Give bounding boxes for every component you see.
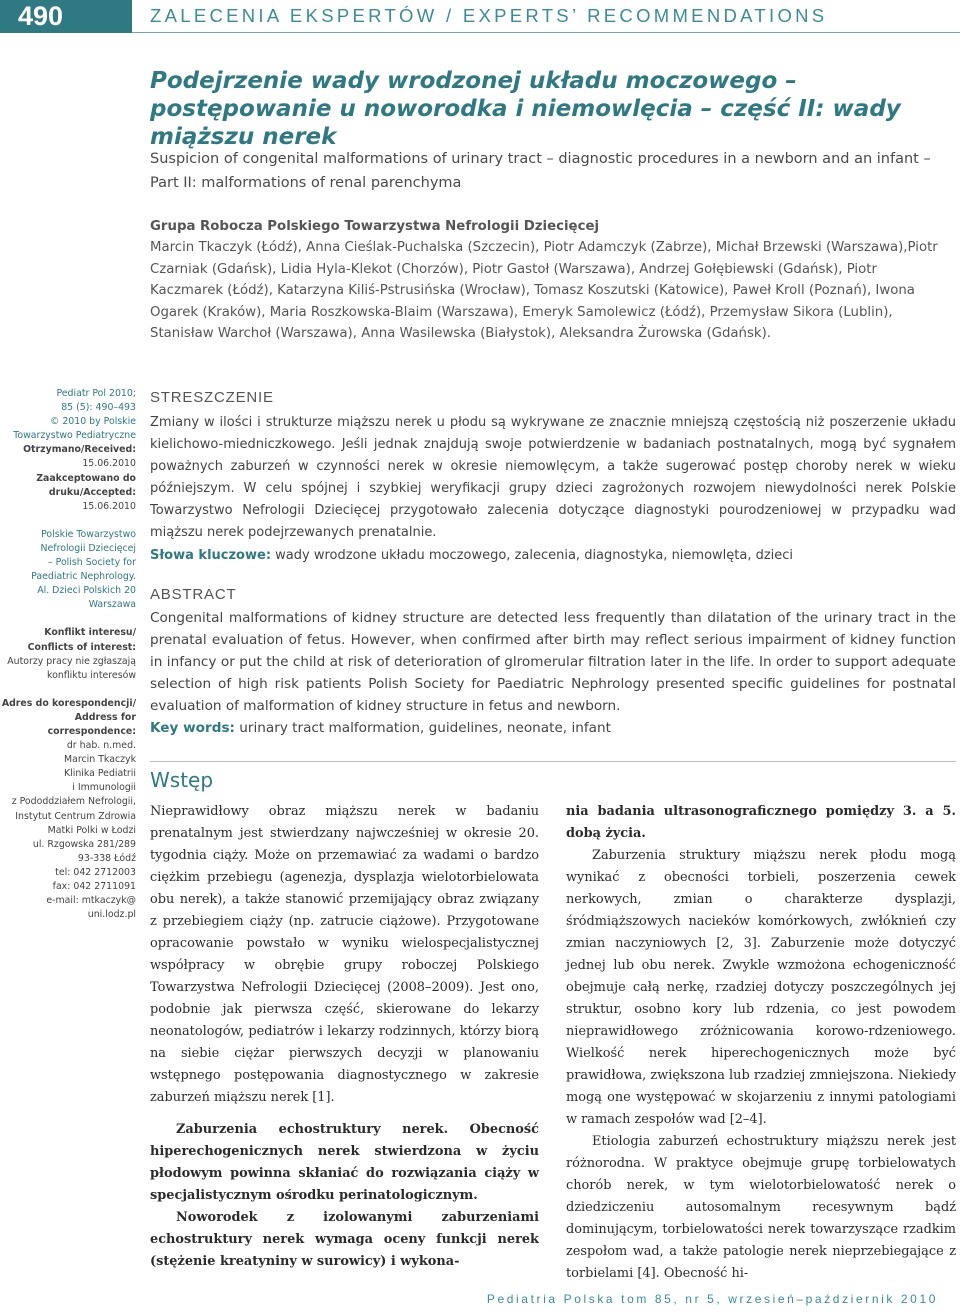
address-line: Matki Polki w Łodzi [47, 824, 136, 836]
journal-footer: Pediatria Polska tom 85, nr 5, wrzesień–październik 2010 [486, 1292, 938, 1306]
address-label-en: Address for [74, 711, 136, 723]
accepted-date: 15.06.2010 [82, 500, 136, 512]
address-line: z Pododdziałem Nefrologii, [11, 796, 136, 808]
abstract-pl [150, 412, 956, 567]
conflict-text-2: konfliktu interesów [46, 669, 136, 681]
address-line: Instytut Centrum Zdrowia [15, 810, 136, 822]
intro-paragraph-1: Nieprawidłowy obraz miąższu nerek w badaniu prenatalnym jest stwierdzany najwcześniej w okresie 20. tygodnia ciąży. Może on przemawiać za wadami o bardzo ciężkim przebiegu (agenezja, dysplazja wielotorbielowata obu nerek), a także stanowić przemijający obraz związany z przebiegiem ciąży (np. zatrucie ciążowe). Przygotowane opracowanie powstało w wyniku wielospecjalistycznej współpracy w obrębie grupy roboczej Polskiego Towarzystwa Nefrologii Dziecięcej (2008–2009). Jest ono, podobnie jak pierwsza część, skierowane do lekarzy neonatologów, pediatrów i lekarzy rodzinnych, którzy biorą na siebie ciężar pierwszych decyzji w planowaniu wstępnego postępowania diagnostycznego w zakresie zaburzeń miąższu nerek [1]. [150, 804, 539, 1105]
header-rule [132, 32, 960, 33]
conflict-label-en: Conflicts of interest: [27, 641, 136, 653]
intro-paragraph-3: Noworodek z izolowanymi zaburzeniami echostruktury nerek wymaga oceny funkcji nerek (stężenie kreatyniny w surowicy) i wykona- [150, 1210, 539, 1269]
abstract-en-text: Congenital malformations of kidney structure are detected less frequently than dilatation of the urinary tract in the prenatal evaluation of fetus. However, when confirmed after birth may reflect serious impairment of kidney function in infancy or put the child at risk of deterioration of glromerular filtration later in the life. In order to support adequate selection of high risk patients Polish Society for Paediatric Nephrology presented specific guidelines for postnatal evaluation of malformation of kidney structure in fetus and newborn. [150, 610, 956, 714]
section-divider [150, 761, 956, 762]
body-column-right [566, 801, 956, 1285]
copyright: © 2010 by Polskie [49, 416, 136, 428]
keywords-en: urinary tract malformation, guidelines, neonate, infant [239, 720, 611, 736]
authors-list: Marcin Tkaczyk (Łódź), Anna Cieślak-Puchalska (Szczecin), Piotr Adamczyk (Zabrze), Michał Brzewski (Warszawa),Piotr Czarniak (Gdańsk), Lidia Hyla-Klekot (Chorzów), Piotr Gastoł (Warszawa), Andrzej Gołębiewski (Gdańsk), Piotr Kaczmarek (Łódź), Katarzyna Kiliś-Pstrusińska (Wrocław), Tomasz Koszutski (Katowice), Paweł Kroll (Poznań), Iwona Ogarek (Kraków), Maria Roszkowska-Blaim (Warszawa), Emeryk Samolewicz (Łódź), Przemysław Sikora (Lublin), Stanisław Warchoł (Warszawa), Anna Wasilewska (Białystok), Aleksandra Żurowska (Gdańsk). [150, 240, 938, 341]
keywords-en-label: Key words: [150, 720, 235, 736]
address-line: uni.lodz.pl [87, 909, 136, 921]
working-group: Grupa Robocza Polskiego Towarzystwa Nefrologii Dziecięcej [150, 219, 600, 234]
address-line: 93-338 Łódź [77, 852, 136, 864]
society-3: – Polish Society for [47, 557, 136, 569]
address-line: tel: 042 2712003 [55, 866, 136, 878]
abstract-en-heading: ABSTRACT [150, 586, 237, 603]
article-sidebar [0, 387, 136, 922]
copyright-owner: Towarzystwo Pediatryczne [13, 430, 136, 442]
abstract-en [150, 607, 956, 739]
address-line: i Immunologii [72, 782, 136, 794]
citation: Pediatr Pol 2010; [56, 388, 136, 399]
intro-paragraph-4: nia badania ultrasonograficznego pomiędzy 3. a 5. dobą życia. [566, 804, 956, 841]
address-line: Marcin Tkaczyk [64, 754, 136, 766]
conflict-label: Konflikt interesu/ [44, 627, 136, 639]
intro-paragraph-2: Zaburzenia echostruktury nerek. Obecność hiperechogenicznych nerek stwierdzona w życiu płodowym powinna skłaniać do rozwiązania ciąży w specjalistycznym ośrodku perinatologicznym. [150, 1122, 539, 1203]
article-title-en: Suspicion of congenital malformations of urinary tract – diagnostic procedures in a newborn and an infant – Part II: malformations of renal parenchyma [150, 151, 931, 191]
body-column-left [150, 801, 539, 1273]
address-line: ul. Rzgowska 281/289 [32, 838, 136, 850]
accepted-label-2: druku/Accepted: [48, 486, 136, 498]
address-line: e-mail: mtkaczyk@ [46, 895, 136, 907]
abstract-pl-heading: STRESZCZENIE [150, 389, 274, 406]
society-2: Nefrologii Dziecięcej [40, 542, 136, 554]
address-line: fax: 042 2711091 [52, 881, 136, 892]
address-line: dr hab. n.med. [66, 740, 136, 752]
received-date: 15.06.2010 [82, 458, 136, 470]
accepted-label: Zaakceptowano do [36, 472, 136, 484]
society-6: Warszawa [88, 599, 136, 611]
address-line: Klinika Pediatrii [63, 768, 136, 780]
intro-paragraph-5: Zaburzenia struktury miąższu nerek płodu mogą wynikać z obecności torbieli, poszerzenia cewek nerkowych, zmian o charakterze dysplazji, śródmiąższowych nacieków komórkowych, zwłóknień czy zmian naczyniowych [2, 3]. Zaburzenie może dotyczyć jednej lub obu nerek. Zwykle wzmożona echogeniczność obejmuje całą nerkę, rzadziej dotyczy poszczególnych jej struktur, osobno kory lub rdzenia, co jest powodem nieprawidłowego zróżnicowania korowo-rdzeniowego. Wielkość nerek hiperechogenicznych może być prawidłowa, zwiększona lub rzadziej zmniejszona. Niekiedy mogą one występować w skojarzeniu z innymi patologiami w ramach zespołów wad [2–4]. [566, 848, 956, 1127]
conflict-text: Autorzy pracy nie zgłaszają [7, 655, 136, 667]
address-label-en-2: correspondence: [47, 725, 136, 737]
page-number: 490 [0, 0, 132, 33]
keywords-pl-label: Słowa kluczowe: [150, 547, 272, 563]
keywords-pl: wady wrodzone układu moczowego, zalecenia, diagnostyka, niemowlęta, dzieci [275, 547, 794, 563]
section-title: ZALECENIA EKSPERTÓW / EXPERTS’ RECOMMENDATIONS [150, 5, 828, 26]
intro-heading: Wstęp [150, 768, 214, 792]
received-label: Otrzymano/Received: [23, 444, 136, 456]
address-label: Adres do korespondencji/ [1, 697, 136, 709]
society-5: Al. Dzieci Polskich 20 [37, 585, 136, 597]
abstract-pl-text: Zmiany w ilości i strukturze miąższu nerek u płodu są wykrywane ze znacznie mniejszą częstością niż poszerzenie układu kielichowo-miedniczkowego. Jeśli jednak znajdują swoje potwierdzenie w badaniach postnatalnych, mogą być sygnałem poważnych zaburzeń w czynności nerek w okresie niemowlęcym, a także sugerować postęp choroby nerek w wieku późniejszym. W celu spójnej i szybkiej weryfikacji grupy dzieci zagrożonych rozwojem niewydolności nerek Polskie Towarzystwo Nefrologii Dziecięcej przygotowało zalecenia dotyczące diagnostyki pourodzeniowej w przypadku wad miąższu nerek podejrzewanych prenatalnie. [150, 415, 956, 541]
article-title-pl: Podejrzenie wady wrodzonej układu moczowego – postępowanie u noworodka i niemowlęcia – część II: wady miąższu nerek [150, 68, 901, 150]
intro-paragraph-6: Etiologia zaburzeń echostruktury miąższu nerek jest różnorodna. W praktyce obejmuje grupę torbielowatych chorób nerek, w tym wielotorbielowatość nerek o dziedziczeniu autosomalnym recesywnym bądź dominującym, torbielowatości nerek towarzyszące rzadkim zespołom wad, a także patologie nerek nieprzebiegające z torbielami [4]. Obecność hi- [566, 1134, 956, 1281]
society: Polskie Towarzystwo [41, 528, 136, 540]
citation-pages: 85 (5): 490–493 [61, 402, 136, 414]
society-4: Paediatric Nephrology. [31, 571, 136, 583]
